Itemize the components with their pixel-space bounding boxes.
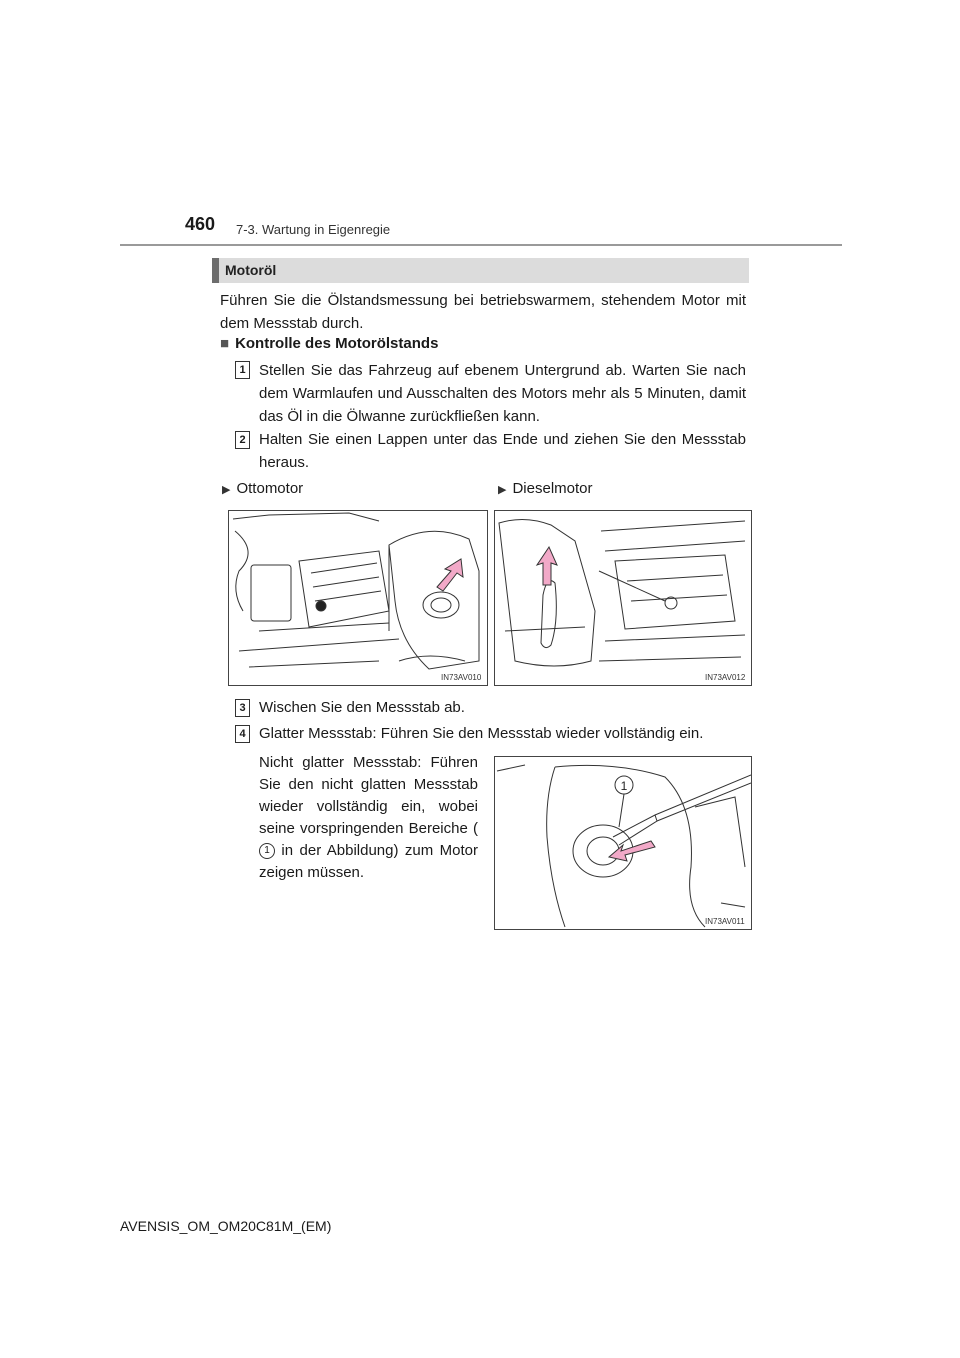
dipstick-figure	[494, 756, 752, 930]
page-number: 460	[185, 214, 216, 234]
square-bullet-icon: ■	[220, 335, 230, 352]
step-4-note-part1: Nicht glatter Messstab: Führen Sie den nicht glatten Messstab wieder vollständig ein, wobei seine vorspringenden Bereiche (	[259, 754, 478, 837]
figure-code: IN73AV011	[705, 917, 745, 926]
step-2-text: Halten Sie einen Lappen unter das Ende und ziehen Sie den Messstab heraus.	[259, 431, 746, 471]
diesel-engine-label	[498, 480, 593, 497]
heading-accent	[212, 258, 219, 283]
petrol-engine-illustration	[229, 511, 487, 685]
intro-paragraph: Führen Sie die Ölstandsmessung bei betriebswarmem, stehendem Motor mit dem Messstab durch.	[220, 292, 746, 332]
callout-marker: 1	[259, 843, 275, 859]
petrol-engine-label	[222, 480, 303, 497]
step-number-3: 3	[235, 699, 250, 717]
dipstick-illustration	[495, 757, 751, 929]
diesel-engine-figure	[494, 510, 752, 686]
step-4-note	[259, 752, 478, 884]
step-4-note-part2: in der Abbildung) zum Motor zeigen müssen.	[259, 842, 478, 881]
subheading-text: Kontrolle des Motorölstands	[235, 335, 439, 352]
triangle-bullet-icon: ▶	[498, 484, 507, 496]
callout-number: 1	[620, 779, 628, 793]
step-1-text: Stellen Sie das Fahrzeug auf ebenem Untergrund ab. Warten Sie nach dem Warmlaufen und Ausschalten des Motors mehr als 5 Minuten, damit das Öl in die Ölwanne zurückfließen kann.	[259, 362, 746, 425]
triangle-bullet-icon: ▶	[222, 484, 231, 496]
step-number-4: 4	[235, 725, 250, 743]
figure-code: IN73AV012	[705, 673, 746, 682]
diesel-label-text: Dieselmotor	[512, 480, 593, 497]
step-4-text: Glatter Messstab: Führen Sie den Messstab wieder vollständig ein.	[259, 725, 704, 742]
header-divider	[120, 244, 842, 246]
subheading	[220, 335, 438, 352]
step-number-2: 2	[235, 431, 250, 449]
figure-code: IN73AV010	[441, 673, 482, 682]
step-number-1: 1	[235, 361, 250, 379]
section-heading	[212, 258, 749, 283]
heading-text: Motoröl	[225, 262, 277, 278]
footer-code: AVENSIS_OM_OM20C81M_(EM)	[120, 1218, 332, 1234]
petrol-label-text: Ottomotor	[236, 480, 304, 497]
section-title: 7-3. Wartung in Eigenregie	[236, 222, 391, 237]
step-3-text: Wischen Sie den Messstab ab.	[259, 699, 465, 716]
up-arrow-icon	[537, 547, 557, 585]
up-arrow-icon	[437, 559, 463, 591]
petrol-engine-figure	[228, 510, 488, 686]
diesel-engine-illustration	[495, 511, 751, 685]
